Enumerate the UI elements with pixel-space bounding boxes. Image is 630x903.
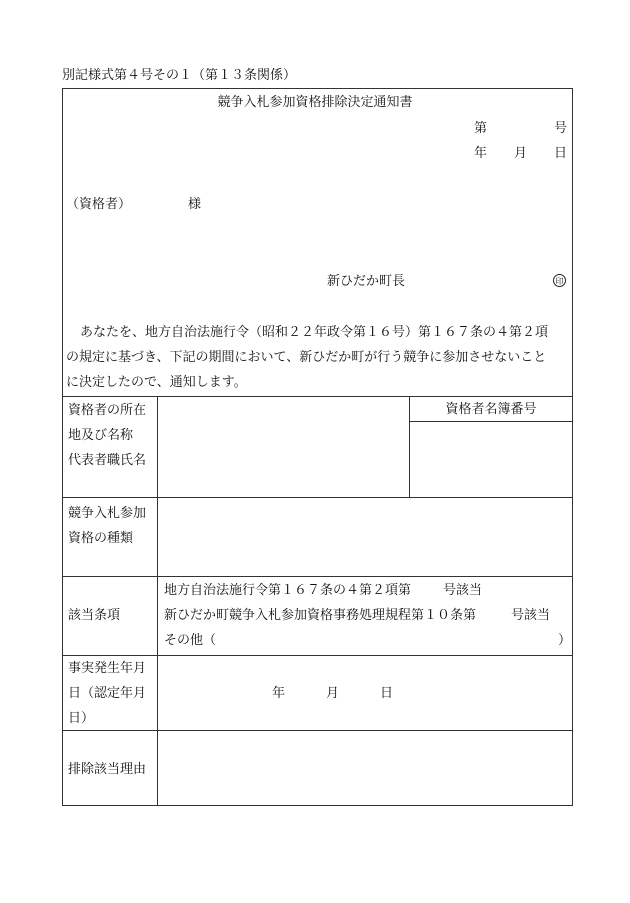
address-label-line-1: 資格者の所在	[68, 403, 147, 418]
address-label-line-2: 地及び名称	[68, 428, 134, 443]
clause-line-3-suffix: ）	[558, 633, 572, 648]
fact-date-day: 日	[380, 686, 394, 701]
date-year: 年	[474, 146, 488, 161]
clause-line-1-text: 地方自治法施行令第１６７条の４第２項第	[164, 583, 412, 598]
address-label-line-3: 代表者職氏名	[68, 453, 147, 468]
divider-row-2	[62, 576, 573, 577]
divider-registry	[409, 421, 573, 422]
addressee-label: （資格者）	[66, 197, 132, 212]
fact-label-line-2: 日（認定年月	[68, 686, 147, 701]
body-line-3: に決定したので、通知します。	[66, 375, 247, 390]
divider-row-3	[62, 655, 573, 656]
reason-label: 排除該当理由	[68, 762, 147, 777]
number-go: 号	[554, 121, 568, 136]
clause-line-2-suffix: 号該当	[511, 608, 551, 623]
body-line-1: あなたを、地方自治法施行令（昭和２２年政令第１６号）第１６７条の４第２項	[80, 325, 549, 340]
clause-line-3-text: その他（	[164, 633, 217, 648]
seal-mark: 印	[553, 274, 566, 287]
body-line-2: の規定に基づき、下記の期間において、新ひだか町が行う競争に参加させないこと	[66, 350, 547, 365]
addressee-sama: 様	[188, 197, 202, 212]
issuer-name: 新ひだか町長	[327, 274, 406, 289]
divider-row-1	[62, 497, 573, 498]
qualification-label-line-1: 競争入札参加	[68, 506, 147, 521]
registry-number-label: 資格者名簿番号	[445, 402, 537, 417]
clause-line-1-suffix: 号該当	[443, 583, 483, 598]
fact-date-year: 年	[272, 686, 286, 701]
divider-body-table	[62, 396, 573, 397]
document-title: 競争入札参加資格排除決定通知書	[217, 95, 413, 110]
number-dai: 第	[474, 121, 488, 136]
fact-label-line-3: 日）	[68, 711, 95, 726]
date-day: 日	[554, 146, 568, 161]
qualification-label-line-2: 資格の種類	[68, 531, 134, 546]
clause-line-2-text: 新ひだか町競争入札参加資格事務処理規程第１０条第	[164, 608, 477, 623]
clause-label: 該当条項	[68, 608, 121, 623]
date-month: 月	[514, 146, 528, 161]
divider-row-4	[62, 730, 573, 731]
fact-date-month: 月	[326, 686, 340, 701]
fact-label-line-1: 事実発生年月	[68, 661, 147, 676]
label-column-divider	[157, 396, 158, 806]
form-label: 別記様式第４号その１（第１３条関係）	[62, 68, 297, 83]
